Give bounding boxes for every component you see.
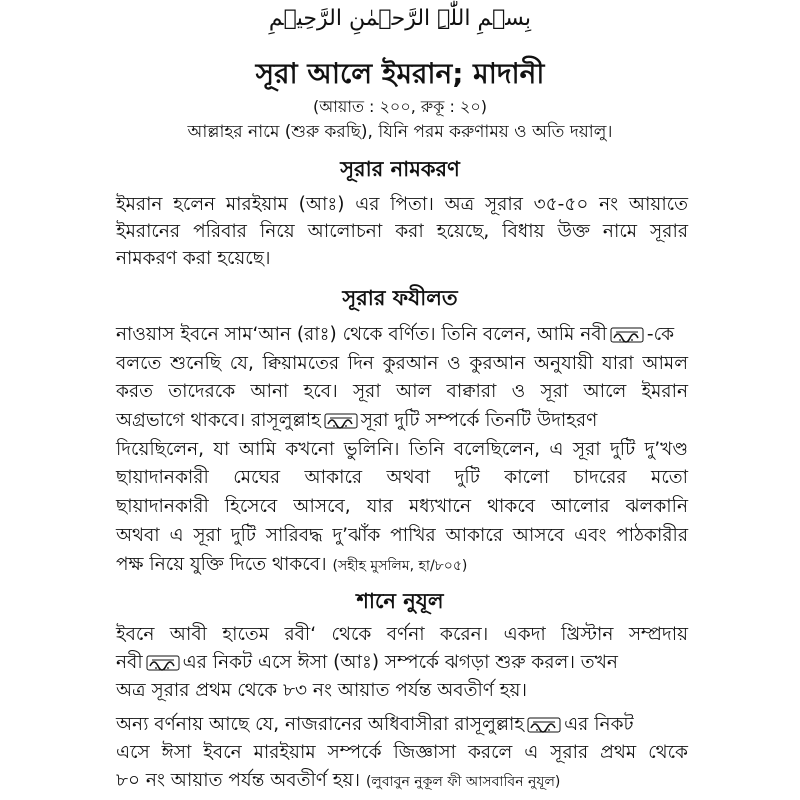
text-segment: পক্ষ নিয়ে যুক্তি দিতে থাকবে। bbox=[116, 553, 327, 575]
section-heading-virtue: সূরার ফযীলত bbox=[342, 286, 458, 310]
surah-title: সূরা আলে ইমরান; মাদানী bbox=[255, 57, 545, 90]
text-line bbox=[116, 710, 634, 741]
text-segment: সূরা দুটি সম্পর্কে তিনটি উদাহরণ bbox=[360, 410, 598, 432]
text-segment: অন্য বর্ণনায় আছে যে, নাজরানের অধিবাসীরা রাসূলুল্লাহ bbox=[116, 714, 525, 735]
text-line: ইবনে আবী হাতেম রবী‘ থেকে বর্ণনা করেন। একদা খ্রিস্টান সম্প্রদায় bbox=[116, 624, 688, 645]
text-line: নামকরণ করা হয়েছে। bbox=[116, 248, 271, 269]
salawat-calligraphy-icon bbox=[610, 327, 644, 343]
text-line bbox=[116, 766, 560, 797]
invocation-line: আল্লাহর নামে (শুরু করছি), যিনি পরম করুণাময় ও অতি দয়ালু। bbox=[187, 122, 613, 142]
paragraph-naming bbox=[116, 190, 688, 271]
text-line: বলতে শুনেছি যে, ক্বিয়ামতের দিন কুরআন ও কুরআন অনুযায়ী যারা আমল bbox=[116, 352, 688, 374]
text-line bbox=[116, 550, 467, 581]
text-segment: নবী bbox=[116, 652, 143, 673]
bismillah-heading: بِسۡمِ اللّٰہِ الرَّحۡمٰنِ الرَّحِیۡمِ bbox=[268, 6, 532, 31]
text-line: ছায়াদানকারী মেঘের আকারে অথবা দুটি কালো চাদরের মতো bbox=[116, 467, 688, 489]
paragraph-revelation-alt bbox=[116, 710, 688, 794]
text-line bbox=[116, 648, 618, 679]
text-line bbox=[116, 320, 674, 351]
paragraph-virtue bbox=[116, 320, 688, 578]
text-line: ইমরানের পরিবার নিয়ে আলোচনা করা হয়েছে, বিধায় উক্ত নামে সূরার bbox=[116, 221, 688, 242]
text-line: অত্র সূরার প্রথম থেকে ৮৩ নং আয়াত পর্যন্ত অবতীর্ণ হয়। bbox=[116, 680, 528, 701]
text-line: এসে ঈসা ইবনে মারইয়াম সম্পর্কে জিজ্ঞাসা করলে এ সূরার প্রথম থেকে bbox=[116, 742, 688, 763]
text-segment: নাওয়াস ইবনে সাম‘আন (রাঃ) থেকে বর্ণিত। তিনি বলেন, আমি নবী bbox=[116, 324, 607, 345]
text-line: ছায়াদানকারী হিসেবে আসবে, যার মধ্যখানে থাকবে আলোর ঝলকানি bbox=[116, 496, 688, 518]
text-segment: এর নিকট এসে ঈসা (আঃ) সম্পর্কে ঝগড়া শুরু করল। তখন bbox=[182, 652, 618, 673]
text-line bbox=[116, 406, 597, 437]
text-line: ইমরান হলেন মারইয়াম (আঃ) এর পিতা। অত্র সূরার ৩৫-৫০ নং আয়াতে bbox=[116, 194, 688, 215]
text-segment: এর নিকট bbox=[564, 714, 634, 735]
salawat-calligraphy-icon bbox=[146, 655, 180, 671]
citation: (লুবাবুন নুকূল ফী আসবাবিন নুযূল) bbox=[365, 774, 561, 790]
salawat-calligraphy-icon bbox=[527, 717, 561, 733]
section-heading-revelation: শানে নুযূল bbox=[356, 589, 444, 613]
text-line: করত তাদেরকে আনা হবে। সূরা আল বাক্বারা ও সূরা আলে ইমরান bbox=[116, 381, 688, 403]
section-heading-naming: সূরার নামকরণ bbox=[340, 157, 460, 181]
surah-meta: (আয়াত : ২০০, রুকূ : ২০) bbox=[312, 97, 487, 116]
text-segment: -কে bbox=[646, 324, 675, 345]
text-line: দিয়েছিলেন, যা আমি কখনো ভুলিনি। তিনি বলেছিলেন, এ সূরা দুটি দু’খণ্ড bbox=[116, 438, 688, 460]
text-line: অথবা এ সূরা দুটি সারিবদ্ধ দু’ঝাঁক পাখির আকারে আসবে এবং পাঠকারীর bbox=[116, 524, 688, 546]
text-segment: অগ্রভাগে থাকবে। রাসূলুল্লাহ bbox=[116, 410, 321, 432]
paragraph-revelation bbox=[116, 620, 688, 704]
salawat-calligraphy-icon bbox=[324, 413, 358, 429]
text-segment: ৮০ নং আয়াত পর্যন্ত অবতীর্ণ হয়। bbox=[116, 770, 361, 791]
citation: (সহীহ মুসলিম, হা/৮০৫) bbox=[332, 557, 468, 574]
